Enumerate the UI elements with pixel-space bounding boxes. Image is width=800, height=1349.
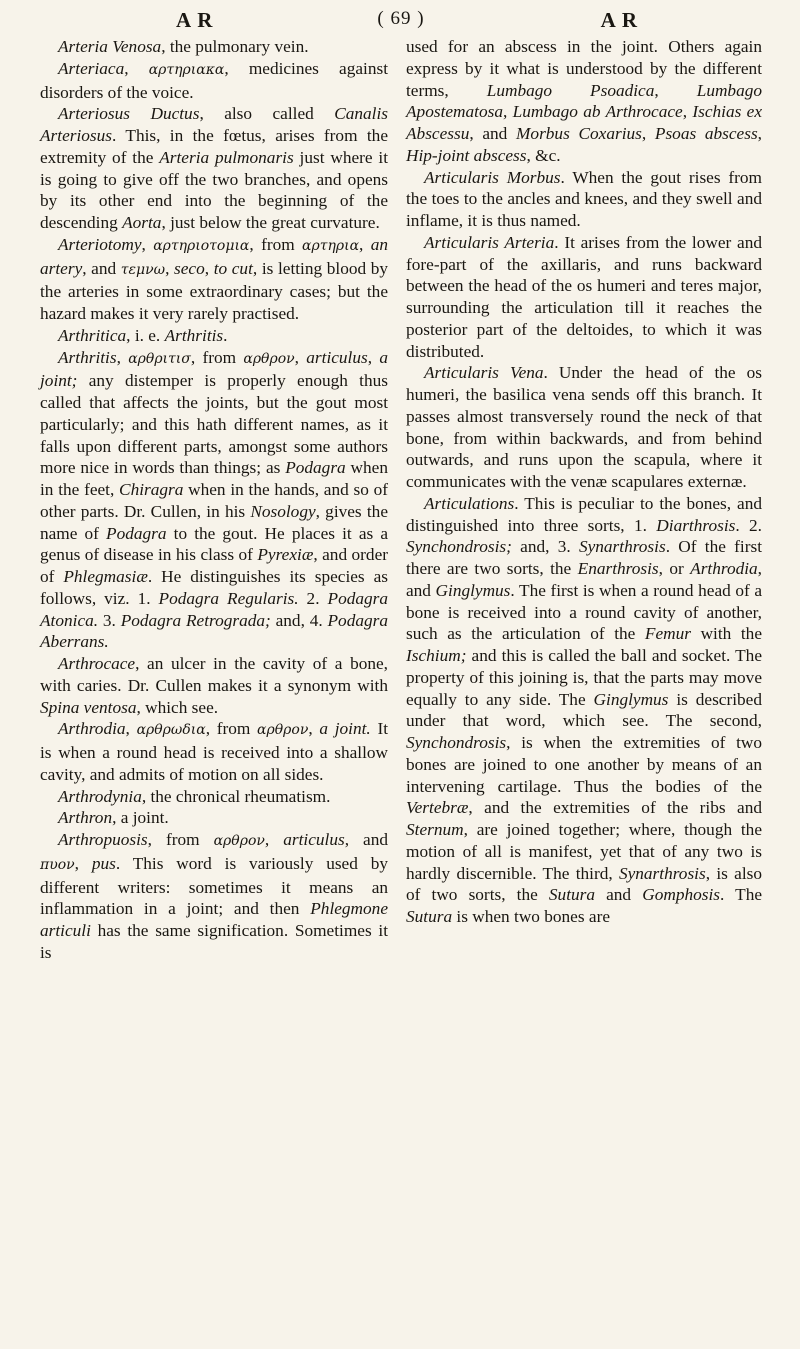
- italic-term: Chiragra: [119, 480, 184, 499]
- greek-term: αρθρωδια: [136, 722, 206, 739]
- italic-term: an artery: [40, 234, 388, 278]
- dictionary-entry: [40, 786, 388, 808]
- dictionary-entry: [40, 325, 388, 347]
- italic-term: Podagra: [106, 523, 167, 543]
- italic-term: Hip-joint abscess: [406, 145, 527, 165]
- entry-text: ,: [654, 80, 697, 100]
- italic-term: Diarthrosis: [656, 515, 736, 535]
- entry-text: when in the feet,: [40, 458, 388, 499]
- entry-text: . When the gout rises from the toes to the ancles and knees, and they swell and inflame, it is thus named.: [406, 167, 762, 230]
- entry-text: , also called: [199, 104, 335, 124]
- entry-text: , from: [205, 719, 258, 739]
- italic-term: Spina ventosa: [40, 697, 137, 717]
- entry-text: , gives the name of: [40, 501, 388, 543]
- dictionary-entry: [406, 493, 762, 928]
- entry-text: . This, in the fœtus, arises from the extremity of the: [40, 126, 388, 167]
- greek-term: τεμνω: [120, 261, 166, 278]
- entry-text: used for an abscess in the joint. Others again express by it what is understood by the different terms,: [406, 37, 762, 100]
- italic-term: Arteria Venosa: [58, 37, 162, 56]
- italic-term: Arteriotomy: [58, 234, 142, 254]
- italic-term: Arthritica: [58, 325, 127, 345]
- entry-text: , and the extremities of the ribs and: [468, 798, 762, 818]
- entry-text: ,: [74, 853, 92, 873]
- dictionary-entry: [40, 653, 388, 718]
- entry-text: . Of the first there are two sorts, the: [406, 537, 762, 578]
- italic-term: Morbus Coxarius: [516, 124, 642, 143]
- right-column: [406, 36, 762, 964]
- entry-text: ,: [682, 102, 693, 122]
- dictionary-entry: [406, 36, 762, 167]
- italic-term: Ischium;: [406, 646, 467, 665]
- italic-term: articulus: [283, 830, 345, 849]
- greek-term: αρτηριακα: [148, 61, 225, 78]
- italic-term: Lumbago ab Arthrocace: [512, 102, 683, 122]
- entry-text: , are joined together; where, though the motion of all is manifest, yet that of any two is hardly discernible. The third,: [406, 820, 762, 883]
- dictionary-entry: [40, 58, 388, 104]
- dictionary-entry: [40, 103, 388, 234]
- entry-text: , from: [249, 234, 303, 254]
- text-columns: [40, 36, 762, 964]
- entry-text: ,: [367, 347, 380, 367]
- entry-text: any distemper is properly enough thus called that affects the joints, but the gout most particularly; and this hath different names, as it falls upon different parts, amongst some authors more nice in words than things; as: [40, 371, 388, 478]
- italic-term: Podagra Atonica.: [40, 588, 388, 630]
- entry-text: , and: [344, 830, 389, 849]
- italic-term: Psoas abscess: [654, 124, 758, 143]
- italic-term: Synchondrosis;: [406, 537, 512, 557]
- entry-text: when in the hands, and so of other parts. Dr. Cullen, in his: [40, 480, 389, 521]
- greek-term: αρθρον: [243, 350, 295, 367]
- page-number: ( 69 ): [377, 8, 425, 29]
- entry-text: ,: [308, 719, 320, 739]
- header-right: A R: [600, 8, 638, 32]
- italic-term: Sternum: [406, 820, 464, 839]
- italic-term: Articularis Morbus: [424, 167, 561, 187]
- italic-term: Arteriaca: [58, 58, 125, 78]
- dictionary-entry: [40, 829, 388, 964]
- italic-term: Arthritis: [164, 325, 224, 345]
- entry-text: , i. e.: [126, 325, 165, 345]
- italic-term: Ginglymus: [593, 689, 669, 709]
- italic-term: Gomphosis: [642, 885, 720, 905]
- italic-term: Podagra Regularis.: [158, 588, 299, 608]
- entry-text: and, 4.: [270, 610, 328, 630]
- italic-term: Arteria pulmonaris: [159, 147, 294, 167]
- entry-text: .: [223, 325, 228, 345]
- entry-text: and: [595, 885, 643, 905]
- greek-term: αρθριτισ: [128, 350, 191, 367]
- greek-term: αρθρον: [213, 833, 265, 849]
- entry-text: ,: [264, 830, 284, 849]
- italic-term: Podagra Retrograda;: [120, 610, 271, 630]
- entry-text: , the chronical rheumatism.: [141, 786, 331, 806]
- entry-text: ,: [204, 258, 214, 278]
- greek-term: αρτηριοτομια: [153, 237, 250, 254]
- entry-text: ,: [141, 234, 154, 254]
- italic-term: Arthropuosis: [58, 830, 148, 849]
- entry-text: , which see.: [136, 697, 219, 717]
- italic-term: Aorta: [122, 213, 162, 232]
- italic-term: Arthritis: [58, 347, 117, 367]
- italic-term: Phlegmasiæ: [63, 567, 148, 586]
- entry-text: . 2.: [735, 515, 762, 535]
- italic-term: seco: [174, 258, 205, 278]
- entry-text: just where it is going to give off the two branches, and opens by its other end into the beginning of the descending: [40, 147, 388, 232]
- italic-term: Arthron: [58, 808, 113, 828]
- entry-text: ,: [502, 102, 513, 122]
- italic-term: Phlegmone articuli: [40, 899, 388, 940]
- italic-term: Ginglymus: [435, 580, 511, 600]
- italic-term: Arthrodynia: [58, 786, 142, 806]
- entry-text: is when two bones are: [452, 907, 610, 926]
- greek-term: αρθρον: [257, 722, 309, 739]
- entry-text: , &c.: [526, 145, 561, 165]
- italic-term: Articularis Vena: [424, 363, 544, 383]
- entry-text: has the same signification. Sometimes it is: [40, 921, 388, 962]
- entry-text: , from: [147, 830, 214, 849]
- entry-text: and, 3.: [511, 537, 579, 557]
- entry-text: ,: [294, 347, 307, 367]
- italic-term: Canalis Arteriosus: [40, 104, 389, 145]
- italic-term: to cut: [213, 258, 253, 278]
- entry-text: to the gout. He places it as a genus of disease in his class of: [40, 523, 388, 565]
- entry-text: ,: [641, 124, 655, 143]
- entry-text: , just below the great curvature.: [161, 213, 380, 232]
- italic-term: Arteriosus Ductus: [58, 104, 200, 124]
- italic-term: Articularis Arteria: [424, 232, 555, 252]
- italic-term: a joint;: [40, 347, 388, 391]
- dictionary-entry: [40, 718, 388, 785]
- entry-text: ,: [165, 258, 175, 278]
- italic-term: a joint.: [319, 719, 371, 739]
- italic-term: Sutura: [548, 885, 595, 905]
- entry-text: . This word is variously used by different writers: sometimes it means an inflammation in a joint; and then: [40, 853, 388, 919]
- entry-text: , from: [190, 347, 244, 367]
- italic-term: Lumbago Psoadica: [486, 80, 655, 100]
- italic-term: Podagra: [285, 458, 346, 478]
- entry-text: ,: [116, 347, 129, 367]
- entry-text: , or: [658, 559, 691, 578]
- running-header: [40, 6, 762, 36]
- italic-term: Synarthrosis: [618, 863, 706, 883]
- entry-text: , and: [82, 258, 121, 278]
- entry-text: . Under the head of the os humeri, the basilica vena sends off this branch. It passes almost transversely round the neck of that bone, from within backwards, and from behind outwards, and runs upon the scapula, where it communicates with the venæ scapulares externæ.: [406, 363, 762, 491]
- entry-text: . He distinguishes its species as follows, viz. 1.: [40, 567, 388, 608]
- entry-text: , and: [469, 124, 517, 143]
- italic-term: Arthrodia: [58, 719, 126, 739]
- header-left: A R: [176, 8, 214, 32]
- entry-text: , the pulmonary vein.: [161, 37, 309, 56]
- entry-text: . The: [720, 885, 763, 905]
- entry-text: ,: [757, 124, 762, 143]
- italic-term: Ischias ex Abscessu: [406, 102, 762, 143]
- entry-text: with the: [690, 624, 762, 644]
- entry-text: , an ulcer in the cavity of a bone, with caries. Dr. Cullen makes it a synonym with: [40, 654, 388, 695]
- entry-text: , is when the extremities of two bones are joined to one another by means of an intervening cartilage. Thus the bodies of the: [406, 733, 762, 796]
- italic-term: articulus: [306, 347, 368, 367]
- italic-term: Pyrexiæ: [257, 545, 314, 565]
- entry-text: , a joint.: [112, 808, 169, 828]
- italic-term: Arthrocace: [58, 654, 136, 673]
- entry-text: ,: [124, 58, 149, 78]
- italic-term: pus: [91, 853, 116, 873]
- italic-term: Femur: [644, 624, 691, 644]
- dictionary-entry: [406, 362, 762, 493]
- dictionary-entry: [40, 36, 388, 58]
- entry-text: , medicines against disorders of the voice.: [40, 58, 388, 102]
- entry-text: 3.: [98, 610, 121, 630]
- entry-text: , is letting blood by the arteries in some extraordinary cases; but the hazard makes it very rarely practised.: [40, 258, 389, 323]
- dictionary-entry: [40, 347, 388, 654]
- italic-term: Lumbago Apostematosa: [406, 80, 762, 122]
- entry-text: . It arises from the lower and fore-part of the axillaris, and runs backward between the head of the os humeri and teres major, surrounding the articulation till it reaches the posterior part of the deltoides, to which it was distributed.: [406, 232, 762, 361]
- italic-term: Podagra Aberrans.: [40, 610, 388, 652]
- entry-text: , is also of two sorts, the: [406, 863, 762, 905]
- italic-term: Synarthrosis: [578, 537, 666, 557]
- italic-term: Nosology: [250, 501, 316, 521]
- dictionary-entry: [40, 234, 388, 325]
- entry-text: ,: [125, 719, 137, 739]
- entry-text: is described under that word, which see. The second,: [406, 689, 762, 731]
- italic-term: Sutura: [406, 907, 453, 926]
- italic-term: Enarthrosis: [577, 559, 659, 578]
- dictionary-entry: [40, 807, 388, 829]
- entry-text: , and order of: [40, 545, 388, 586]
- left-column: [40, 36, 388, 964]
- entry-text: . This is peculiar to the bones, and distinguished into three sorts, 1.: [406, 493, 762, 535]
- entry-text: 2.: [298, 588, 328, 608]
- dictionary-entry: [406, 232, 762, 363]
- italic-term: Arthrodia: [690, 559, 758, 578]
- entry-text: and this is called the ball and socket. The property of this joining is, that the parts may move equally to any side. The: [406, 646, 762, 709]
- greek-term: αρτηρια: [302, 237, 360, 254]
- entry-text: , and: [406, 559, 762, 600]
- dictionary-entry: [406, 167, 762, 232]
- entry-text: It is when a round head is received into a shallow cavity, and admits of motion on all sides.: [40, 719, 388, 784]
- italic-term: Vertebræ: [406, 798, 469, 818]
- greek-term: πυον: [40, 856, 75, 873]
- italic-term: Articulations: [424, 493, 515, 513]
- entry-text: . The first is when a round head of a bone is received into a round cavity of another, such as the articulation of the: [406, 580, 762, 644]
- italic-term: Synchondrosis: [406, 733, 507, 752]
- entry-text: ,: [359, 234, 371, 254]
